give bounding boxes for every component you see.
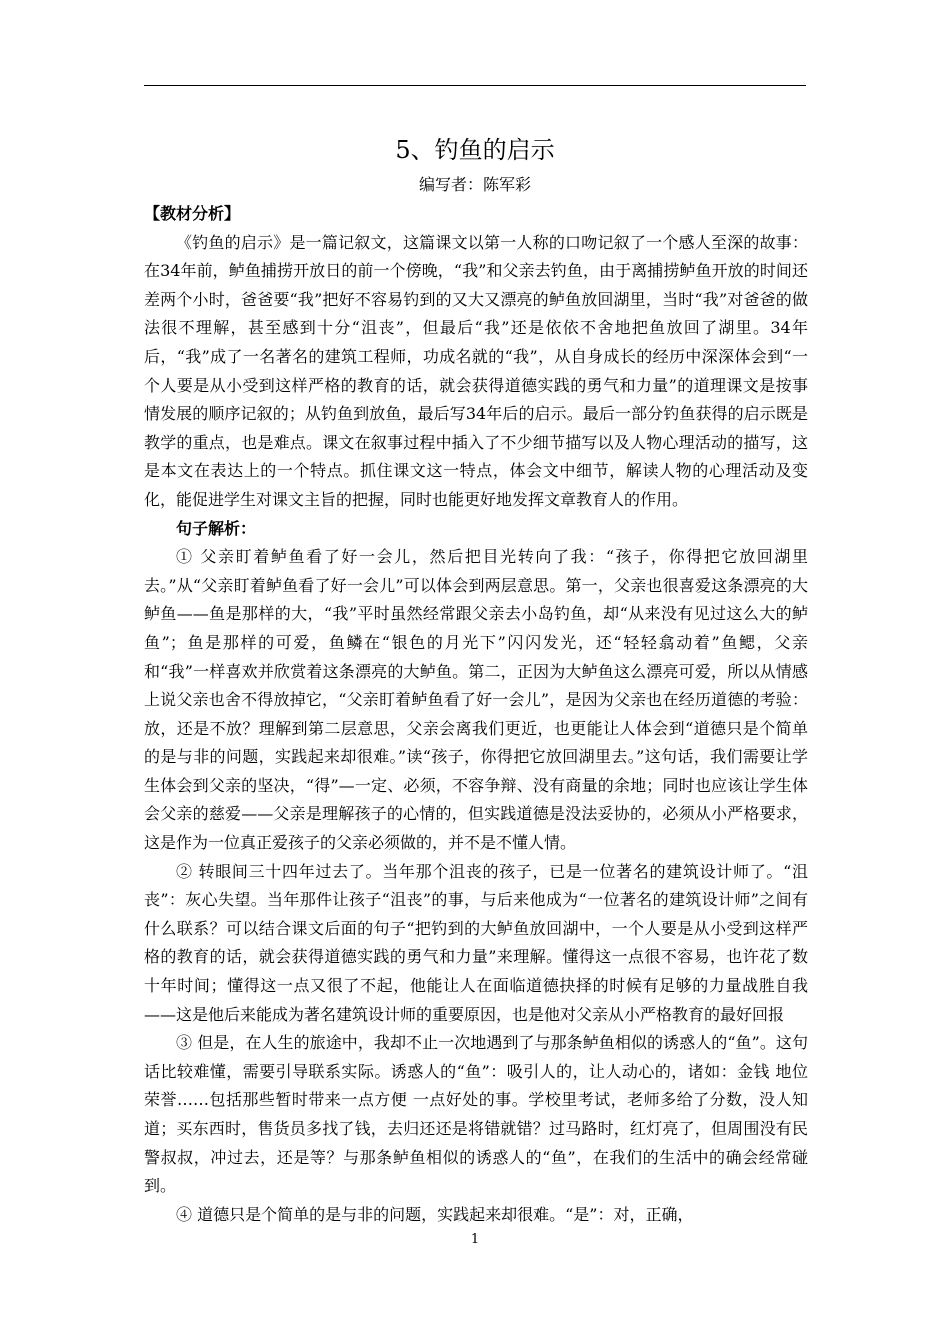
section-heading: 【教材分析】 — [144, 204, 241, 223]
page-title: 5、钓鱼的启示 — [395, 136, 555, 164]
document-body — [144, 200, 808, 1229]
sentence-paragraph-2: ② 转眼间三十四年过去了。当年那个沮丧的孩子，已是一位著名的建筑设计师了。“沮丧”：灰心失望。当年那件让孩子“沮丧”的事，与后来他成为“一位著名的建筑设计师”之间有什么联系？可以结合课文后面的句子“把钓到的大鲈鱼放回湖中，一个人要是从小受到这样严格的教育的话，就会获得道德实践的勇气和力量”来理解。懂得这一点很不容易，也许花了数十年时间；懂得这一点又很了不起，他能让人在面临道德抉择的时候有足够的力量战胜自我——这是他后来能成为著名建筑设计师的重要原因，也是他对父亲从小严格教育的最好回报 — [144, 861, 808, 1024]
analysis-paragraph: 《钓鱼的启示》是一篇记叙文，这篇课文以第一人称的口吻记叙了一个感人至深的故事：在34年前，鲈鱼捕捞开放日的前一个傍晚，“我”和父亲去钓鱼，由于离捕捞鲈鱼开放的时间还差两个小时，爸爸要“我”把好不容易钓到的又大又漂亮的鲈鱼放回湖里，当时“我”对爸爸的做法很不理解，甚至感到十分“沮丧”，但最后“我”还是依依不舍地把鱼放回了湖里。34年后，“我”成了一名著名的建筑工程师，功成名就的“我”，从自身成长的经历中深深体会到“一个人要是从小受到这样严格的教育的话，就会获得道德实践的勇气和力量”的道理课文是按事情发展的顺序记叙的；从钓鱼到放鱼，最后写34年后的启示。最后一部分钓鱼获得的启示既是教学的重点，也是难点。课文在叙事过程中插入了不少细节描写以及人物心理活动的描写，这是本文在表达上的一个特点。抓住课文这一特点，体会文中细节，解读人物的心理活动及变化，能促进学生对课文主旨的把握，同时也能更好地发挥文章教育人的作用。 — [144, 232, 808, 509]
author-line: 编写者：陈军彩 — [418, 175, 531, 194]
page-number: 1 — [470, 1232, 480, 1247]
header-rule — [144, 85, 806, 86]
sentence-paragraph-1: ① 父亲盯着鲈鱼看了好一会儿，然后把目光转向了我：“孩子，你得把它放回湖里去。”从“父亲盯着鲈鱼看了好一会儿”可以体会到两层意思。第一，父亲也很喜爱这条漂亮的大鲈鱼——鱼是那样的大，“我”平时虽然经常跟父亲去小岛钓鱼，却“从来没有见过这么大的鲈鱼”；鱼是那样的可爱，鱼鳞在“银色的月光下”闪闪发光，还“轻轻翕动着”鱼鳃，父亲和“我”一样喜欢并欣赏着这条漂亮的大鲈鱼。第二，正因为大鲈鱼这么漂亮可爱，所以从情感上说父亲也舍不得放掉它，“父亲盯着鲈鱼看了好一会儿”，是因为父亲也在经历道德的考验：放，还是不放？理解到第二层意思，父亲会离我们更近，也更能让人体会到“道德只是个简单的是与非的问题，实践起来却很难。”读“孩子，你得把它放回湖里去。”这句话，我们需要让学生体会到父亲的坚决，“得”—一定、必须，不容争辩、没有商量的余地；同时也应该让学生体会父亲的慈爱——父亲是理解孩子的心情的，但实践道德是没法妥协的，必须从小严格要求，这是作为一位真正爱孩子的父亲必须做的，并不是不懂人情。 — [144, 547, 808, 853]
sentence-paragraph-4: ④ 道德只是个简单的是与非的问题，实践起来却很难。“是”：对，正确， — [176, 1204, 694, 1224]
sentence-analysis-heading: 句子解析： — [176, 518, 257, 538]
sentence-paragraph-3: ③ 但是，在人生的旅途中，我却不止一次地遇到了与那条鲈鱼相似的诱惑人的“鱼”。这句话比较难懂，需要引导联系实际。诱惑人的“鱼”：吸引人的，让人动心的，诸如：金钱 地位 荣誉……包括那些暂时带来一点方便 一点好处的事。学校里考试，老师多给了分数，没人知道；买东西时，售货员多找了钱，去归还还是将错就错？过马路时，红灯亮了，但周围没有民警叔叔，冲过去，还是等？与那条鲈鱼相似的诱惑人的“鱼”，在我们的生活中的确会经常碰到。 — [144, 1033, 808, 1196]
